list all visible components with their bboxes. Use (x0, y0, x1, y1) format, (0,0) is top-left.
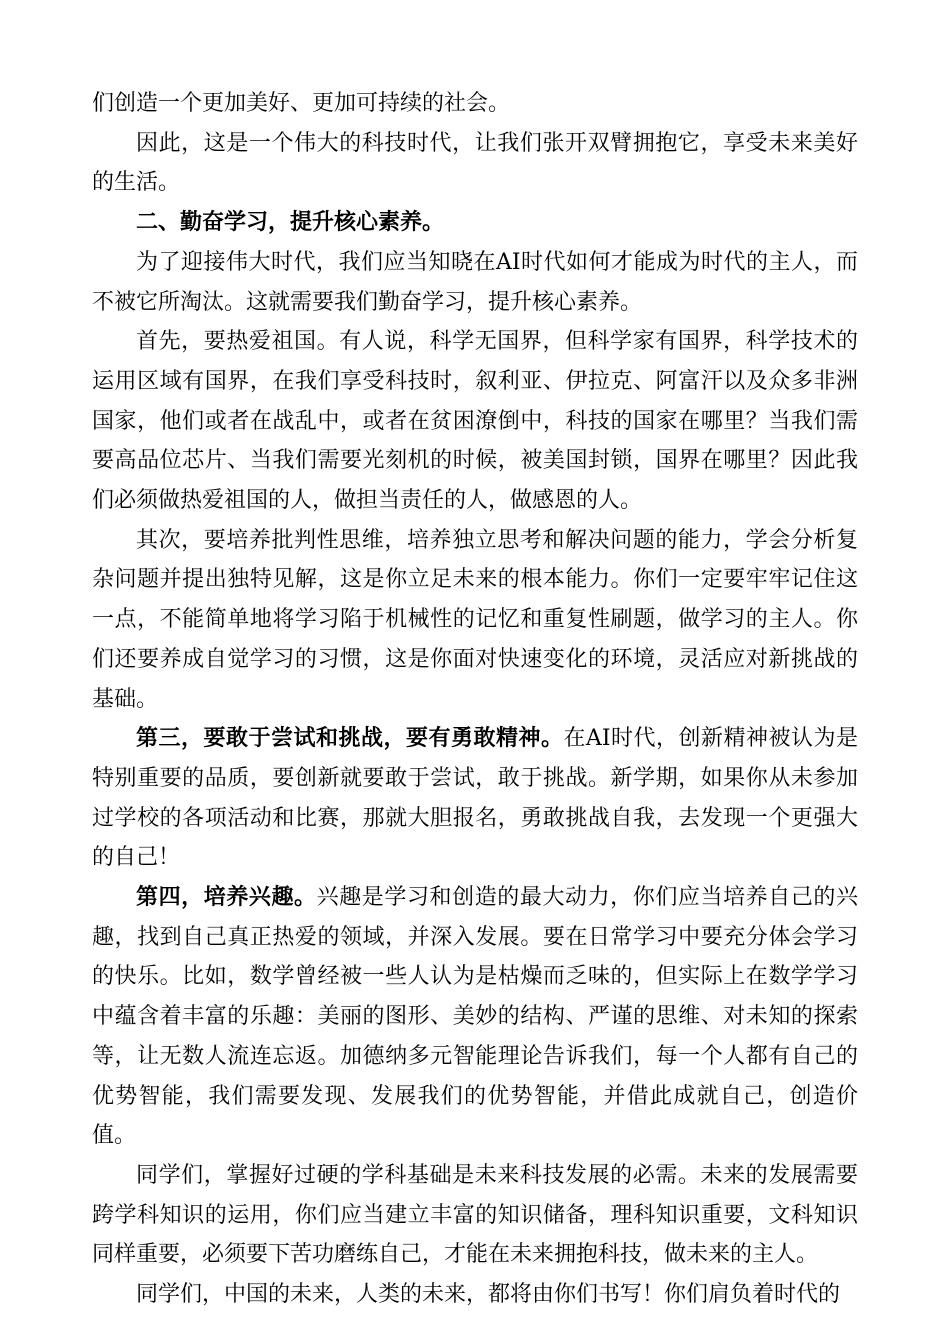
section-heading: 二、勤奋学习，提升核心素养。 (136, 209, 445, 236)
paragraph-foundation: 同学们，掌握好过硬的学科基础是未来科技发展的必需。未来的发展需要跨学科知识的运用，你们应当建立丰富的知识储备，理科知识重要，文科知识同样重要，必须要下苦功磨练自己，才能在未来拥抱科技，做未来的主人。 (92, 1162, 858, 1268)
paragraph-courage-body: 在AI时代，创新精神被认为是特别重要的品质，要创新就要敢于尝试，敢于挑战。新学期，如果你从未参加过学校的各项活动和比赛，那就大胆报名，勇敢挑战自我，去发现一个更强大的自己！ (92, 726, 858, 871)
paragraph-intro: 为了迎接伟大时代，我们应当知晓在AI时代如何才能成为时代的主人，而不被它所淘汰。这就需要我们勤奋学习，提升核心素养。 (92, 249, 858, 315)
paragraph-courage (92, 719, 858, 878)
paragraph-interest-lead: 第四，培养兴趣。 (136, 884, 317, 911)
paragraph-courage-lead: 第三，要敢于尝试和挑战，要有勇敢精神。 (136, 725, 564, 752)
paragraph-patriotism: 首先，要热爱祖国。有人说，科学无国界，但科学家有国界，科学技术的运用区域有国界，在我们享受科技时，叙利亚、伊拉克、阿富汗以及众多非洲国家，他们或者在战乱中，或者在贫困潦倒中，科技的国家在哪里？当我们需要高品位芯片、当我们需要光刻机的时候，被美国封锁，国界在哪里？因此我们必须做热爱祖国的人，做担当责任的人，做感恩的人。 (92, 329, 858, 514)
paragraph-interest (92, 878, 858, 1156)
paragraph-continuation: 们创造一个更加美好、更加可持续的社会。 (92, 91, 511, 116)
paragraph-future: 同学们，中国的未来，人类的未来，都将由你们书写！你们肩负着时代的 (136, 1282, 841, 1308)
paragraph-conclusion: 因此，这是一个伟大的科技时代，让我们张开双臂拥抱它，享受未来美好的生活。 (92, 130, 858, 196)
paragraph-interest-body: 兴趣是学习和创造的最大动力，你们应当培养自己的兴趣，找到自己真正热爱的领域，并深入发展。要在日常学习中要充分体会学习的快乐。比如，数学曾经被一些人认为是枯燥而乏味的，但实际上在数学学习中蕴含着丰富的乐趣：美丽的图形、美妙的结构、严谨的思维、对未知的探索等，让无数人流连忘返。加德纳多元智能理论告诉我们，每一个人都有自己的优势智能，我们需要发现、发展我们的优势智能，并借此成就自己，创造价值。 (92, 885, 858, 1149)
paragraph-critical-thinking: 其次，要培养批判性思维，培养独立思考和解决问题的能力，学会分析复杂问题并提出独特见解，这是你立足未来的根本能力。你们一定要牢牢记住这一点，不能简单地将学习陷于机械性的记忆和重复性刷题，做学习的主人。你们还要养成自觉学习的习惯，这是你面对快速变化的环境，灵活应对新挑战的基础。 (92, 527, 858, 712)
